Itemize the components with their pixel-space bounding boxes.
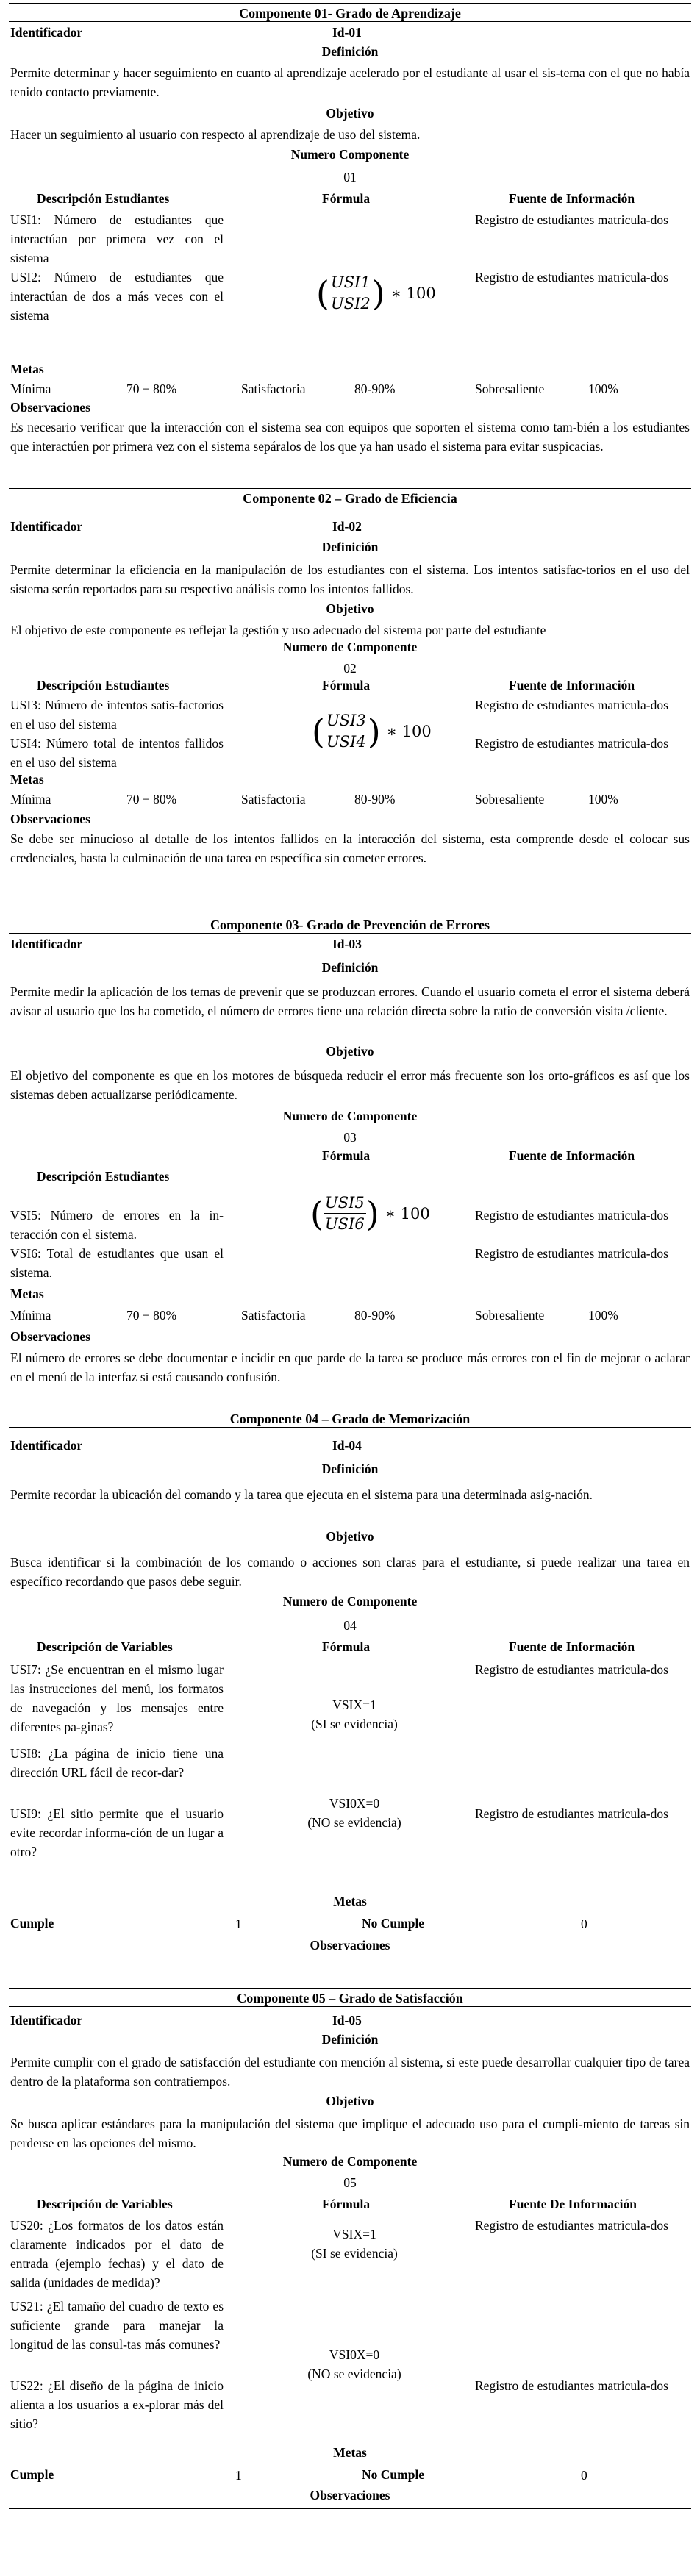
description-header: Descripción Estudiantes: [37, 1169, 170, 1184]
goal-sob-label: Sobresaliente: [475, 1308, 545, 1323]
number-label: Numero Componente: [290, 147, 410, 162]
goal-min-label: Mínima: [10, 1308, 51, 1323]
no-cumple-label: No Cumple: [362, 2467, 425, 2482]
right-paren: ): [367, 711, 381, 751]
variable-us20: US20: ¿Los formatos de los datos están claramente indicados por el dato de entrada (ejemplo fechas) y el dato de salida (unidades de medida)?: [10, 2218, 224, 2290]
description-header: Descripción Estudiantes: [37, 191, 170, 206]
variable-usi2: USI2: Número de estudiantes que interactúan de dos a más veces con el sistema: [10, 270, 224, 323]
formula-no: VSI0X=0: [329, 2347, 380, 2362]
source-1: Registro de estudiantes matricula-dos: [475, 1662, 668, 1677]
no-cumple-value: 0: [581, 1917, 588, 1931]
source-header: Fuente de Información: [509, 678, 635, 693]
goal-sob-label: Sobresaliente: [475, 792, 545, 806]
objective-label: Objetivo: [326, 1529, 374, 1544]
variable-us22: US22: ¿El diseño de la página de inicio alienta a los usuarios a ex-plorar más del sitio?: [10, 2378, 224, 2431]
observations-label: Observaciones: [10, 812, 90, 826]
observations-text: El número de errores se debe documentar e incidir en que parde de la tarea se produce más errores con el fin de mejorar o aclarar en el menú de la interfaz si está causando confusión.: [10, 1350, 690, 1384]
no-cumple-value: 0: [581, 2468, 588, 2483]
goals-label: Metas: [333, 1894, 367, 1908]
goals-label: Metas: [10, 1287, 44, 1301]
number-label: Numero de Componente: [282, 640, 418, 654]
formula-yes-note: (SI se evidencia): [311, 1717, 398, 1731]
goal-min-range: 70 − 80%: [126, 382, 177, 396]
definition-text: Permite determinar y hacer seguimiento en cuanto al aprendizaje acelerado por el estudiante al usar el sis-tema con el que no había tenido contacto previamente.: [10, 65, 690, 99]
component-title: Componente 01- Grado de Aprendizaje: [9, 3, 691, 22]
formula-denominator: USI6: [324, 1215, 365, 1233]
goal-sob-label: Sobresaliente: [475, 382, 545, 396]
goal-min-label: Mínima: [10, 792, 51, 806]
goal-min-range: 70 − 80%: [126, 792, 177, 806]
definition-text: Permite cumplir con el grado de satisfacción del estudiante con mención al sistema, si este puede desarrollar cualquier tipo de tarea dentro de la plataforma son contratiempos.: [10, 2055, 690, 2089]
formula-no-note: (NO se evidencia): [307, 1815, 401, 1830]
identifier-label: Identificador: [10, 25, 83, 40]
observations-label: Observaciones: [10, 400, 90, 415]
goal-sob-value: 100%: [588, 382, 618, 396]
goal-sat-range: 80-90%: [354, 382, 396, 396]
source-1: Registro de estudiantes matricula-dos: [475, 212, 668, 227]
component-title: Componente 05 – Grado de Satisfacción: [9, 1988, 691, 2007]
goal-sat-label: Satisfactoria: [241, 382, 306, 396]
identifier-value: Id-01: [332, 25, 362, 40]
left-paren: (: [312, 711, 325, 751]
number-value: 03: [343, 1130, 357, 1145]
source-2: Registro de estudiantes matricula-dos: [475, 270, 668, 285]
definition-label: Definición: [321, 960, 379, 975]
number-label: Numero de Componente: [282, 1594, 418, 1609]
formula-expression: [310, 1192, 430, 1234]
objective-text: Se busca aplicar estándares para la manipulación del sistema que implique el adecuado uso para el cumpli-miento de tareas sin perderse en las opciones del mismo.: [10, 2117, 690, 2150]
formula-header: Fórmula: [322, 678, 371, 693]
identifier-value: Id-05: [332, 2013, 362, 2028]
source-1: Registro de estudiantes matricula-dos: [475, 2218, 668, 2233]
cumple-value: 1: [235, 2468, 242, 2483]
objective-label: Objetivo: [326, 601, 374, 616]
goal-min-label: Mínima: [10, 382, 51, 396]
formula-header: Fórmula: [322, 1148, 371, 1163]
cumple-value: 1: [235, 1917, 242, 1931]
component-title: Componente 03- Grado de Prevención de Errores: [9, 915, 691, 934]
table-bottom-rule: [9, 2508, 691, 2509]
variable-usi7: USI7: ¿Se encuentran en el mismo lugar las instrucciones del menú, los formatos de navegación y los mensajes entre diferentes pa-ginas?: [10, 1662, 224, 1734]
source-2: Registro de estudiantes matricula-dos: [475, 1246, 668, 1261]
observations-text: Se debe ser minucioso al detalle de los intentos fallidos en la interacción del sistema, esta comprende desde el colocar sus credenciales, hasta la culminación de una tarea en específica sin cometer errores.: [10, 831, 690, 865]
variable-usi1: USI1: Número de estudiantes que interactúan por primera vez con el sistema: [10, 212, 224, 265]
source-header: Fuente de Información: [509, 1639, 635, 1654]
goal-sat-label: Satisfactoria: [241, 1308, 306, 1323]
formula-numerator: USI5: [324, 1192, 366, 1214]
formula-factor: ∗ 100: [390, 284, 436, 302]
goal-sob-value: 100%: [588, 792, 618, 806]
formula-yes: VSIX=1: [332, 2227, 376, 2242]
observations-text: Es necesario verificar que la interacción con el sistema sea con equipos que soporten el sistema como tam-bién a los estudiantes que interactúen por primera vez con el sistema sepáralos de los que ya han usado el sistema para evitar suspicacias.: [10, 420, 690, 454]
formula-factor: ∗ 100: [385, 1204, 430, 1223]
formula-expression: [316, 272, 436, 314]
formula-factor: ∗ 100: [386, 722, 432, 740]
goals-label: Metas: [10, 362, 44, 376]
goal-sat-range: 80-90%: [354, 1308, 396, 1323]
variable-usi8: USI8: ¿La página de inicio tiene una dirección URL fácil de recor-dar?: [10, 1746, 224, 1780]
objective-label: Objetivo: [326, 2094, 374, 2108]
formula-denominator: USI2: [330, 295, 371, 312]
left-paren: (: [310, 1193, 324, 1234]
formula-denominator: USI4: [326, 733, 366, 751]
variable-usi9: USI9: ¿El sitio permite que el usuario evite recordar informa-ción de un lugar a otro?: [10, 1806, 224, 1859]
formula-numerator: USI1: [329, 272, 372, 293]
observations-label: Observaciones: [310, 2488, 390, 2502]
component-03: [9, 915, 691, 1409]
definition-label: Definición: [321, 1461, 379, 1476]
variable-vsi6: VSI6: Total de estudiantes que usan el sistema.: [10, 1246, 224, 1280]
right-paren: ): [365, 1193, 379, 1234]
goal-sob-value: 100%: [588, 1308, 618, 1323]
description-header: Descripción de Variables: [37, 1639, 173, 1654]
right-paren: ): [371, 273, 385, 313]
formula-expression: [312, 710, 432, 752]
objective-label: Objetivo: [326, 106, 374, 121]
definition-text: Permite medir la aplicación de los temas de prevenir que se produzcan errores. Cuando el usuario cometa el error el sistema deberá avisar al usuario que los ha cometido, el número de errores tiene una relación directa sobre la ratio de conversión visita /cliente.: [10, 984, 690, 1018]
formula-header: Fórmula: [322, 2197, 371, 2211]
objective-label: Objetivo: [326, 1044, 374, 1059]
number-value: 01: [343, 170, 357, 185]
cumple-label: Cumple: [10, 2467, 54, 2482]
definition-label: Definición: [321, 540, 379, 554]
observations-label: Observaciones: [310, 1938, 390, 1953]
identifier-value: Id-02: [332, 519, 362, 534]
source-header: Fuente de Información: [509, 191, 635, 206]
description-header: Descripción de Variables: [37, 2197, 173, 2211]
component-02: [9, 488, 691, 915]
objective-text: Hacer un seguimiento al usuario con respecto al aprendizaje de uso del sistema.: [10, 127, 421, 142]
goal-min-range: 70 − 80%: [126, 1308, 177, 1323]
goal-sat-range: 80-90%: [354, 792, 396, 806]
cumple-label: Cumple: [10, 1916, 54, 1931]
source-2: Registro de estudiantes matricula-dos: [475, 736, 668, 751]
no-cumple-label: No Cumple: [362, 1916, 425, 1931]
variable-vsi5: VSI5: Número de errores en la in-teracción con el sistema.: [10, 1208, 224, 1242]
source-header: Fuente De Información: [509, 2197, 638, 2211]
number-value: 04: [343, 1618, 357, 1633]
observations-label: Observaciones: [10, 1329, 90, 1344]
component-title: Componente 04 – Grado de Memorización: [9, 1409, 691, 1428]
definition-text: Permite determinar la eficiencia en la manipulación de los estudiantes con el sistema. Los intentos satisfac-torios en el uso del sistema serán reportados para su respectivo análisis como los intentos fallidos.: [10, 562, 690, 596]
goals-label: Metas: [333, 2445, 367, 2460]
formula-yes: VSIX=1: [332, 1697, 376, 1712]
objective-text: El objetivo de este componente es reflejar la gestión y uso adecuado del sistema por parte del estudiante: [10, 623, 546, 637]
component-title: Componente 02 – Grado de Eficiencia: [9, 488, 691, 507]
number-label: Numero de Componente: [282, 2154, 418, 2169]
source-header: Fuente de Información: [509, 1148, 635, 1163]
formula-no-note: (NO se evidencia): [307, 2366, 401, 2381]
number-value: 02: [343, 661, 357, 676]
component-05: [9, 1988, 691, 2569]
left-paren: (: [316, 273, 329, 313]
goals-label: Metas: [10, 772, 44, 787]
goal-sat-label: Satisfactoria: [241, 792, 306, 806]
definition-label: Definición: [321, 44, 379, 59]
formula-numerator: USI3: [325, 710, 368, 731]
source-1: Registro de estudiantes matricula-dos: [475, 1208, 668, 1223]
source-1: Registro de estudiantes matricula-dos: [475, 698, 668, 712]
identifier-value: Id-03: [332, 937, 362, 951]
identifier-value: Id-04: [332, 1438, 362, 1453]
number-label: Numero de Componente: [282, 1109, 418, 1123]
identifier-label: Identificador: [10, 937, 83, 951]
formula-yes-note: (SI se evidencia): [311, 2246, 398, 2261]
variable-usi4: USI4: Número total de intentos fallidos en el uso del sistema: [10, 736, 224, 770]
objective-text: Busca identificar si la combinación de los comando o acciones son claras para el estudiante, si puede realizar una tarea en específico recordando que pasos debe seguir.: [10, 1555, 690, 1589]
number-value: 05: [343, 2175, 357, 2190]
component-04: [9, 1409, 691, 1988]
identifier-label: Identificador: [10, 1438, 83, 1453]
formula-header: Fórmula: [322, 1639, 371, 1654]
objective-text: El objetivo del componente es que en los motores de búsqueda reducir el error más frecuente son los orto-gráficos es así que los sistemas deben actualizarse periódicamente.: [10, 1068, 690, 1102]
formula-no: VSI0X=0: [329, 1796, 380, 1811]
source-2: Registro de estudiantes matricula-dos: [475, 2378, 668, 2393]
source-2: Registro de estudiantes matricula-dos: [475, 1806, 668, 1821]
variable-usi3: USI3: Número de intentos satis-factorios en el uso del sistema: [10, 698, 224, 731]
component-01: [9, 3, 691, 488]
identifier-label: Identificador: [10, 2013, 83, 2028]
formula-header: Fórmula: [322, 191, 371, 206]
description-header: Descripción Estudiantes: [37, 678, 170, 693]
identifier-label: Identificador: [10, 519, 83, 534]
definition-label: Definición: [321, 2032, 379, 2047]
variable-us21: US21: ¿El tamaño del cuadro de texto es suficiente grande para manejar la longitud de las consul-tas más comunes?: [10, 2299, 224, 2352]
definition-text: Permite recordar la ubicación del comando y la tarea que ejecuta en el sistema para una determinada asig-nación.: [10, 1487, 593, 1502]
